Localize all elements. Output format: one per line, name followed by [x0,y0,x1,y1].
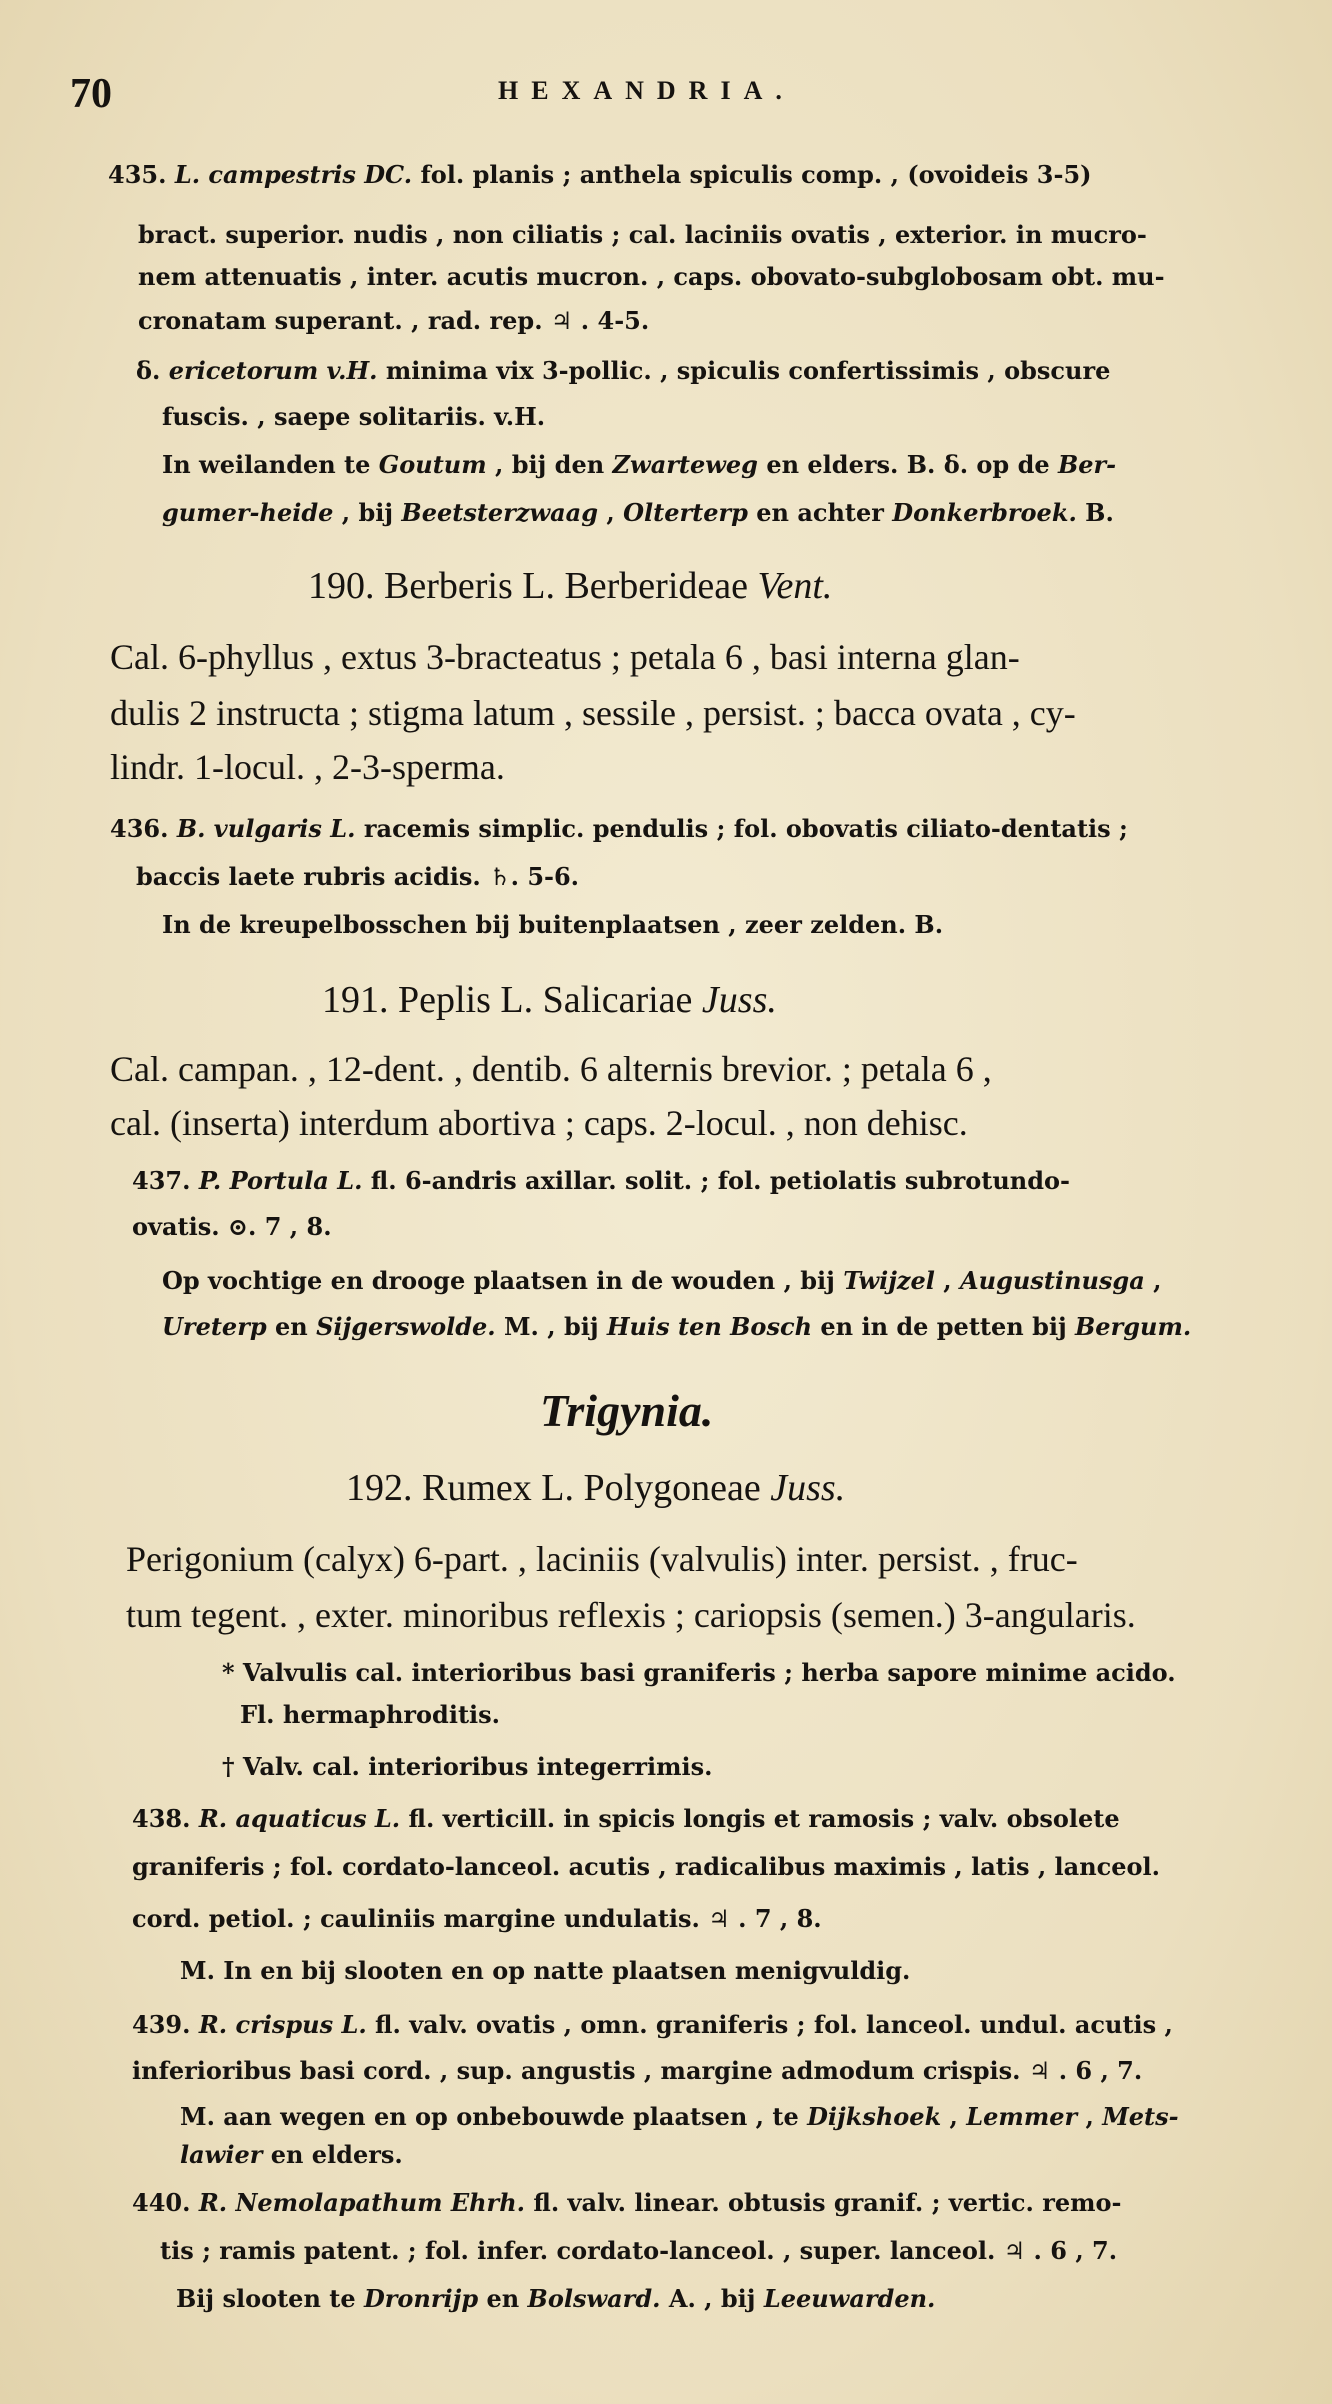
genus-190-description-1: Cal. 6-phyllus , extus 3-bracteatus ; petala 6 , basi interna glan- [110,637,1020,677]
entry-435-variety-line-2: fuscis. , saepe solitariis. v.H. [162,402,546,431]
running-title: HEXANDRIA. [498,76,795,105]
group-star-line-2: Fl. hermaphroditis. [240,1700,501,1729]
species-437-locality-line-2: Ureterp en Sijgerswolde. M. , bij Huis ten Bosch en in de petten bij Bergum. [162,1312,1192,1341]
species-440-line-2: tis ; ramis patent. ; fol. infer. cordato-lanceol. , super. lanceol. ♃ . 6 , 7. [160,2236,1118,2265]
species-439-line-1: 439. R. crispus L. fl. valv. ovatis , omn. graniferis ; fol. lanceol. undul. acutis , [132,2010,1173,2039]
species-437-line-1: 437. P. Portula L. fl. 6-andris axillar. solit. ; fol. petiolatis subrotundo- [132,1166,1071,1195]
species-439-line-2: inferioribus basi cord. , sup. angustis , margine admodum crispis. ♃ . 6 , 7. [132,2056,1143,2085]
genus-191-heading: 191. Peplis L. Salicariae Juss. [322,979,777,1021]
genus-191-description-1: Cal. campan. , 12-dent. , dentib. 6 alternis brevior. ; petala 6 , [110,1049,992,1089]
species-438-line-2: graniferis ; fol. cordato-lanceol. acutis , radicalibus maximis , latis , lanceol. [132,1852,1161,1881]
species-440-locality: Bij slooten te Dronrijp en Bolsward. A. , bij Leeuwarden. [176,2284,936,2313]
page-number: 70 [70,71,112,117]
group-star-line-1: * Valvulis cal. interioribus basi graniferis ; herba sapore minime acido. [222,1658,1176,1687]
species-439-locality-line-2: lawier en elders. [180,2140,403,2169]
species-436-line-1: 436. B. vulgaris L. racemis simplic. pendulis ; fol. obovatis ciliato-dentatis ; [110,814,1128,843]
species-438-line-1: 438. R. aquaticus L. fl. verticill. in spicis longis et ramosis ; valv. obsolete [132,1804,1120,1833]
entry-435-line-3: nem attenuatis , inter. acutis mucron. , caps. obovato-subglobosam obt. mu- [138,262,1165,291]
entry-435-locality-line-1: In weilanden te Goutum , bij den Zwarteweg en elders. B. δ. op de Ber- [162,450,1117,479]
genus-190-description-2: dulis 2 instructa ; stigma latum , sessile , persist. ; bacca ovata , cy- [110,693,1076,733]
entry-435-line-2: bract. superior. nudis , non ciliatis ; cal. laciniis ovatis , exterior. in mucro- [138,220,1147,249]
genus-192-heading: 192. Rumex L. Polygoneae Juss. [346,1467,846,1509]
entry-435-variety-line-1: δ. ericetorum v.H. minima vix 3-pollic. , spiculis confertissimis , obscure [136,356,1111,385]
species-438-locality: M. In en bij slooten en op natte plaatsen menigvuldig. [180,1956,911,1985]
entry-435-locality-line-2: gumer-heide , bij Beetsterzwaag , Olterterp en achter Donkerbroek. B. [162,498,1114,527]
group-dagger-line: † Valv. cal. interioribus integerrimis. [222,1752,713,1781]
species-437-line-2: ovatis. ⊙. 7 , 8. [132,1212,332,1241]
section-title-trigynia: Trigynia. [540,1385,714,1436]
entry-435-line-4: cronatam superant. , rad. rep. ♃ . 4-5. [138,306,650,335]
species-439-locality-line-1: M. aan wegen en op onbebouwde plaatsen , te Dijkshoek , Lemmer , Mets- [180,2102,1179,2131]
entry-435-line-1: 435. L. campestris DC. fol. planis ; anthela spiculis comp. , (ovoideis 3-5) [108,160,1092,189]
species-436-line-2: baccis laete rubris acidis. ♄. 5-6. [136,862,580,891]
genus-190-heading: 190. Berberis L. Berberideae Vent. [308,565,833,607]
species-440-line-1: 440. R. Nemolapathum Ehrh. fl. valv. linear. obtusis granif. ; vertic. remo- [132,2188,1122,2217]
genus-190-description-3: lindr. 1-locul. , 2-3-sperma. [110,747,505,787]
genus-192-description-1: Perigonium (calyx) 6-part. , laciniis (valvulis) inter. persist. , fruc- [126,1539,1078,1579]
species-438-line-3: cord. petiol. ; cauliniis margine undulatis. ♃ . 7 , 8. [132,1904,822,1933]
species-436-locality: In de kreupelbosschen bij buitenplaatsen , zeer zelden. B. [162,910,944,939]
genus-192-description-2: tum tegent. , exter. minoribus reflexis ; cariopsis (semen.) 3-angularis. [126,1595,1136,1635]
genus-191-description-2: cal. (inserta) interdum abortiva ; caps. 2-locul. , non dehisc. [110,1103,968,1143]
species-437-locality-line-1: Op vochtige en drooge plaatsen in de wouden , bij Twijzel , Augustinusga , [162,1266,1162,1295]
